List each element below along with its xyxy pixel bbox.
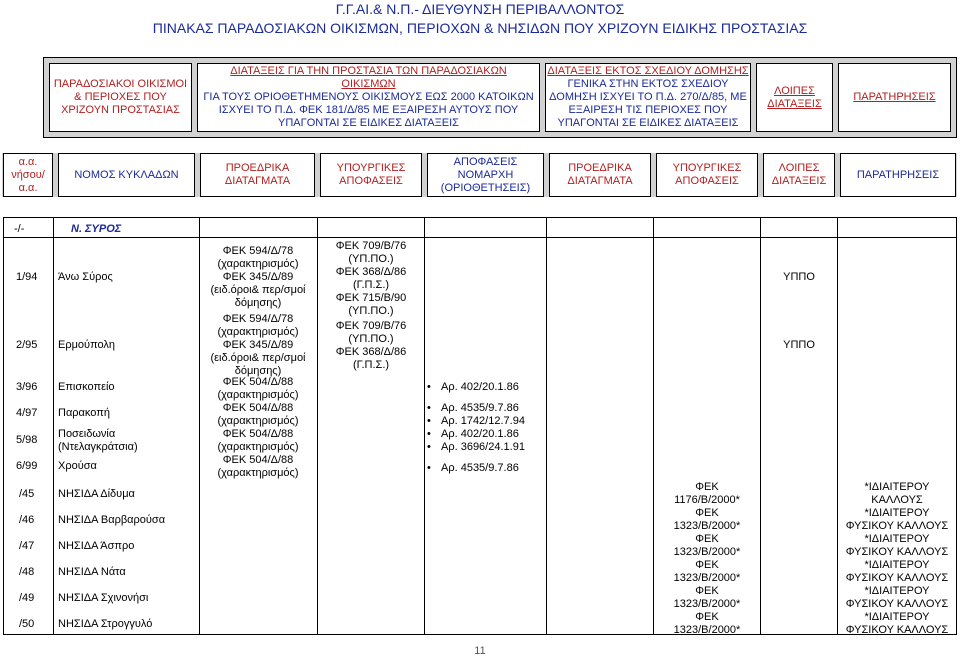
bullet-icon: • [427,381,431,393]
row-aa: 1/94 [16,271,38,283]
islet-fek: ΦΕΚ 1323/Β/2000* [673,507,741,532]
row-name-secondary: (Ντελαγκράτσια) [58,441,138,453]
islet-aa: /50 [19,618,35,630]
islet-remarks: *ΙΔΙΑΙΤΕΡΟΥ ΦΥΣΙΚΟΥ ΚΑΛΛΟΥΣ [845,507,949,532]
islet-remarks: *ΙΔΙΑΙΤΕΡΟΥ ΦΥΣΙΚΟΥ ΚΑΛΛΟΥΣ [845,559,949,584]
row-aa: 5/98 [16,434,38,446]
ya-cell: ΦΕΚ 709/Β/76 (ΥΠ.ΠΟ.) ΦΕΚ 368/Δ/86 (Γ.Π.Σ.) ΦΕΚ 715/Β/90 (ΥΠ.ΠΟ.) [335,240,407,317]
islet-aa: /49 [19,592,35,604]
prefect-decision: • Αρ. 3696/24.1.91 [427,441,525,453]
islet-aa: /48 [19,566,35,578]
col-presidential-decrees-1: ΠΡΟΕΔΡΙΚΑ ΔΙΑΤΑΓΜΑΤΑ [200,153,315,197]
header-protection-provisions: ΔΙΑΤΑΞΕΙΣ ΓΙΑ ΤΗΝ ΠΡΟΣΤΑΣΙΑ ΤΩΝ ΠΑΡΑΔΟΣΙΑΚΩΝ ΟΙΚΙΣΜΩΝ ΓΙΑ ΤΟΥΣ ΟΡΙΟΘΕΤΗΜΕΝΟΥΣ ΟΙΚΙΣΜΟΥΣ ΕΩΣ 2000 ΚΑΤΟΙΚΩΝ ΙΣΧΥΕΙ ΤΟ Π.Δ. ΦΕΚ 181/Δ/85 ΜΕ ΕΞΑΙΡΕΣΗ ΑΥΤΟΥΣ ΠΟΥ ΥΠΑΓΟΝΤΑΙ ΣΕ ΕΙΔΙΚΕΣ ΔΙΑΤΑΞΕΙΣ [197,63,540,132]
row-remarks: ΥΠΠΟ [783,339,815,351]
islet-remarks: *ΙΔΙΑΙΤΕΡΟΥ ΚΑΛΛΟΥΣ [864,481,930,506]
prefect-decision: • Αρ. 402/20.1.86 [427,428,519,440]
islet-aa: /47 [19,540,35,552]
section-aa: -/- [14,223,25,235]
pd-cell: ΦΕΚ 504/Δ/88 (χαρακτηρισμός) [217,428,299,453]
header-remarks: ΠΑΡΑΤΗΡΗΣΕΙΣ [838,63,951,132]
islet-remarks: *ΙΔΙΑΙΤΕΡΟΥ ΦΥΣΙΚΟΥ ΚΑΛΛΟΥΣ [845,533,949,558]
prefect-decision: • Αρ. 4535/9.7.86 [427,402,519,414]
pd-cell: ΦΕΚ 504/Δ/88 (χαρακτηρισμός) [217,454,299,479]
col-remarks: ΠΑΡΑΤΗΡΗΣΕΙΣ [840,153,956,197]
header-other-provisions: ΛΟΙΠΕΣ ΔΙΑΤΑΞΕΙΣ [756,63,833,132]
islet-remarks: *ΙΔΙΑΙΤΕΡΟΥ ΦΥΣΙΚΟΥ ΚΑΛΛΟΥΣ [845,585,949,610]
islet-remarks: *ΙΔΙΑΙΤΕΡΟΥ ΦΥΣΙΚΟΥ ΚΑΛΛΟΥΣ [845,611,949,636]
row-separator [3,237,957,238]
row-name: Ερμούπολη [58,339,116,351]
row-remarks: ΥΠΠΟ [783,271,815,283]
islet-name: ΝΗΣΙΔΑ Νάτα [58,566,126,578]
bullet-icon: • [427,441,431,453]
prefect-decision: • Αρ. 402/20.1.86 [427,381,519,393]
islet-name: ΝΗΣΙΔΑ Στρογγυλό [58,618,153,630]
bullet-icon: • [427,402,431,414]
col-ministerial-decisions-2: ΥΠΟΥΡΓΙΚΕΣ ΑΠΟΦΑΣΕΙΣ [656,153,758,197]
islet-fek: ΦΕΚ 1176/Β/2000* [674,481,740,506]
title-line-1: Γ.Γ.ΑΙ.& Ν.Π.- ΔΙΕΥΘΥΝΣΗ ΠΕΡΙΒΑΛΛΟΝΤΟΣ [335,1,625,17]
row-aa: 2/95 [16,339,38,351]
row-name: Χρούσα [58,460,97,472]
col-presidential-decrees-2: ΠΡΟΕΔΡΙΚΑ ΔΙΑΤΑΓΜΑΤΑ [549,153,651,197]
islet-name: ΝΗΣΙΔΑ Δίδυμα [58,488,135,500]
islet-name: ΝΗΣΙΔΑ Σχινονήσι [58,592,149,604]
grid-line [546,217,547,635]
prefect-decision: • Αρ. 4535/9.7.86 [427,462,519,474]
islet-name: ΝΗΣΙΔΑ Βαρβαρούσα [58,514,166,526]
row-aa: 3/96 [16,381,38,393]
islet-fek: ΦΕΚ 1323/Β/2000* [673,559,741,584]
bullet-icon: • [427,462,431,474]
islet-fek: ΦΕΚ 1323/Β/2000* [673,585,741,610]
col-other-provisions: ΛΟΙΠΕΣ ΔΙΑΤΑΞΕΙΣ [763,153,835,197]
islet-name: ΝΗΣΙΔΑ Άσπρο [58,540,135,552]
islet-fek: ΦΕΚ 1323/Β/2000* [673,611,741,636]
row-name: Ποσειδωνία [58,428,116,440]
row-name: Επισκοπείο [58,381,115,393]
row-aa: 6/99 [16,460,38,472]
section-name: Ν. ΣΥΡΟΣ [71,223,122,235]
islet-fek: ΦΕΚ 1323/Β/2000* [673,533,741,558]
row-name: Άνω Σύρος [58,271,113,283]
row-name: Παρακοπή [58,407,110,419]
islet-aa: /45 [19,488,35,500]
col-aa: α.α. νήσου/ α.α. [3,153,53,197]
header-outside-plan-provisions: ΔΙΑΤΑΞΕΙΣ ΕΚΤΟΣ ΣΧΕΔΙΟΥ ΔΟΜΗΣΗΣ ΓΕΝΙΚΑ ΣΤΗΝ ΕΚΤΟΣ ΣΧΕΔΙΟΥ ΔΟΜΗΣΗ ΙΣΧΥΕΙ ΤΟ Π.Δ. 270/Δ/85, ΜΕ ΕΞΑΙΡΕΣΗ ΤΙΣ ΠΕΡΙΟΧΕΣ ΠΟΥ ΥΠΑΓΟΝΤΑΙ ΣΕ ΕΙΔΙΚΕΣ ΔΙΑΤΑΞΕΙΣ [545,63,751,132]
col-prefecture: ΝΟΜΟΣ ΚΥΚΛΑΔΩΝ [58,153,195,197]
page-number: 11 [474,645,486,657]
pd-cell: ΦΕΚ 594/Δ/78 (χαρακτηρισμός) ΦΕΚ 345/Δ/89 (ειδ.όροι& περ/σμοί δόμησης) [210,245,306,309]
islet-aa: /46 [19,514,35,526]
grid-line [53,217,54,635]
grid-line [424,217,425,635]
title-line-2: ΠΙΝΑΚΑΣ ΠΑΡΑΔΟΣΙΑΚΩΝ ΟΙΚΙΣΜΩΝ, ΠΕΡΙΟΧΩΝ & ΝΗΣΙΔΩΝ ΠΟΥ ΧΡΙΖΟΥΝ ΕΙΔΙΚΗΣ ΠΡΟΣΤΑΣΙΑΣ [152,20,808,36]
pd-cell: ΦΕΚ 594/Δ/78 (χαρακτηρισμός) ΦΕΚ 345/Δ/89 (ειδ.όροι& περ/σμοί δόμησης) [210,313,306,377]
header-traditional-settlements: ΠΑΡΑΔΟΣΙΑΚΟΙ ΟΙΚΙΣΜΟΙ & ΠΕΡΙΟΧΕΣ ΠΟΥ ΧΡΙΖΟΥΝ ΠΡΟΣΤΑΣΙΑΣ [49,63,192,132]
pd-cell: ΦΕΚ 504/Δ/88 (χαρακτηρισμός) [217,376,299,401]
col-ministerial-decisions-1: ΥΠΟΥΡΓΙΚΕΣ ΑΠΟΦΑΣΕΙΣ [320,153,422,197]
prefect-decision: • Αρ. 1742/12.7.94 [427,415,525,427]
bullet-icon: • [427,428,431,440]
pd-cell: ΦΕΚ 504/Δ/88 (χαρακτηρισμός) [217,402,299,427]
row-aa: 4/97 [16,407,38,419]
col-prefect-decisions: ΑΠΟΦΑΣΕΙΣ ΝΟΜΑΡΧΗ (ΟΡΙΟΘΕΤΗΣΕΙΣ) [427,153,544,197]
ya-cell: ΦΕΚ 709/Β/76 (ΥΠ.ΠΟ.) ΦΕΚ 368/Δ/86 (Γ.Π.Σ.) [335,320,407,371]
bullet-icon: • [427,415,431,427]
